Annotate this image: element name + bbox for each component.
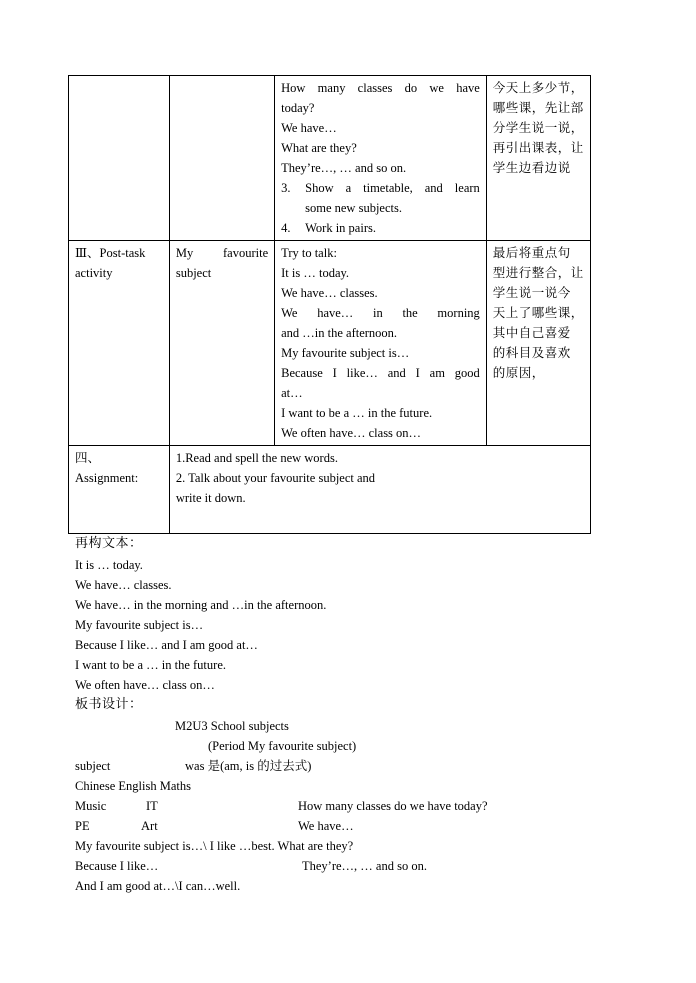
rewrite-line: It is … today.	[75, 558, 143, 572]
purpose-line: 今天上多少节，	[492, 80, 584, 95]
item-number: 3.	[281, 181, 291, 195]
rewrite-heading: 再构文本：	[75, 536, 143, 551]
stage-cell	[69, 241, 170, 446]
procedure-line: We have… classes.	[281, 286, 378, 300]
board-because-line: Because I like…	[75, 859, 159, 873]
assignment-line: 1.Read and spell the new words.	[175, 451, 338, 465]
procedure-line: Try to talk:	[281, 246, 337, 260]
purpose-cell	[486, 241, 590, 446]
assignment-line: 2. Talk about your favourite subject and	[175, 471, 376, 485]
procedure-line: today?	[281, 101, 315, 115]
numbered-item	[281, 218, 480, 238]
procedure-line: and …in the afternoon.	[281, 326, 398, 340]
procedure-line: We often have… class on…	[281, 426, 422, 440]
item-number: 4.	[281, 221, 291, 235]
item-text: Work in pairs.	[305, 221, 376, 235]
stage-label: 四、Assignment:	[75, 451, 139, 485]
board-it: IT	[146, 799, 158, 813]
lesson-plan-table	[68, 75, 591, 534]
procedure-line: What are they?	[281, 141, 357, 155]
rewrite-text	[75, 555, 326, 695]
board-subject-word: subject	[75, 759, 111, 773]
board-theyre-line: They’re…, … and so on.	[302, 859, 427, 873]
purpose-line: 其中自己喜爱	[492, 325, 571, 340]
procedure-line: It is … today.	[281, 266, 350, 280]
procedure-line: We have…	[281, 121, 337, 135]
rewrite-line: Because I like… and I am good at…	[75, 638, 258, 652]
purpose-line: 型进行整合，让	[492, 265, 584, 280]
procedure-cell	[275, 76, 487, 241]
board-pe: PE	[75, 819, 90, 833]
board-heading: 板书设计：	[75, 697, 143, 712]
procedure-line: We have… in the morning	[281, 306, 480, 320]
content-cell	[169, 241, 274, 446]
purpose-line: 的原因，	[492, 365, 545, 380]
stage-cell	[69, 446, 170, 534]
procedure-line: at…	[281, 386, 303, 400]
board-title: M2U3 School subjects	[175, 719, 289, 733]
assignment-line: write it down.	[175, 491, 246, 505]
rewrite-line: We have… in the morning and …in the afternoon.	[75, 598, 327, 612]
purpose-line: 分学生说一说，	[492, 120, 584, 135]
purpose-line: 学生边看边说	[492, 160, 571, 175]
board-subtitle: (Period My favourite subject)	[208, 739, 357, 753]
board-favourite-line: My favourite subject is…\ I like …best. What are they?	[75, 839, 354, 853]
content-cell	[169, 76, 274, 241]
purpose-cell	[486, 76, 590, 241]
procedure-line: My favourite subject is…	[281, 346, 410, 360]
table-row	[69, 446, 591, 534]
procedure-line: How many classes do we have	[281, 81, 480, 95]
procedure-line: I want to be a … in the future.	[281, 406, 433, 420]
purpose-line: 哪些课，先让部	[492, 100, 584, 115]
procedure-cell	[275, 241, 487, 446]
purpose-line: 再引出课表，让	[492, 140, 584, 155]
assignment-cell	[169, 446, 590, 534]
stage-cell	[69, 76, 170, 241]
rewrite-line: We have… classes.	[75, 578, 172, 592]
procedure-line: They’re…, … and so on.	[281, 161, 407, 175]
board-good-line: And I am good at…\I can…well.	[75, 879, 241, 893]
procedure-line: Because I like… and I am good	[281, 366, 480, 380]
purpose-line: 学生说一说今	[492, 285, 571, 300]
rewrite-line: My favourite subject is…	[75, 618, 204, 632]
table-row	[69, 76, 591, 241]
numbered-item	[281, 178, 480, 218]
board-art: Art	[141, 819, 158, 833]
content-label: subject	[175, 266, 212, 280]
board-music: Music	[75, 799, 107, 813]
table-row	[69, 241, 591, 446]
rewrite-line: I want to be a … in the future.	[75, 658, 226, 672]
purpose-line: 天上了哪些课，	[492, 305, 584, 320]
board-subjects-row: Chinese English Maths	[75, 779, 191, 793]
content-label: My favourite	[175, 246, 269, 260]
item-text: Show a timetable, and learn	[305, 181, 480, 195]
purpose-line: 最后将重点句	[492, 245, 571, 260]
board-question: How many classes do we have today?	[298, 799, 488, 813]
board-we-have: We have…	[298, 819, 354, 833]
stage-label: activity	[75, 266, 113, 280]
stage-label: Ⅲ、Post-task	[75, 246, 146, 260]
item-text: some new subjects.	[305, 201, 402, 215]
board-was-note: was 是(am, is 的过去式)	[185, 759, 312, 773]
rewrite-line: We often have… class on…	[75, 678, 215, 692]
purpose-line: 的科目及喜欢	[492, 345, 571, 360]
